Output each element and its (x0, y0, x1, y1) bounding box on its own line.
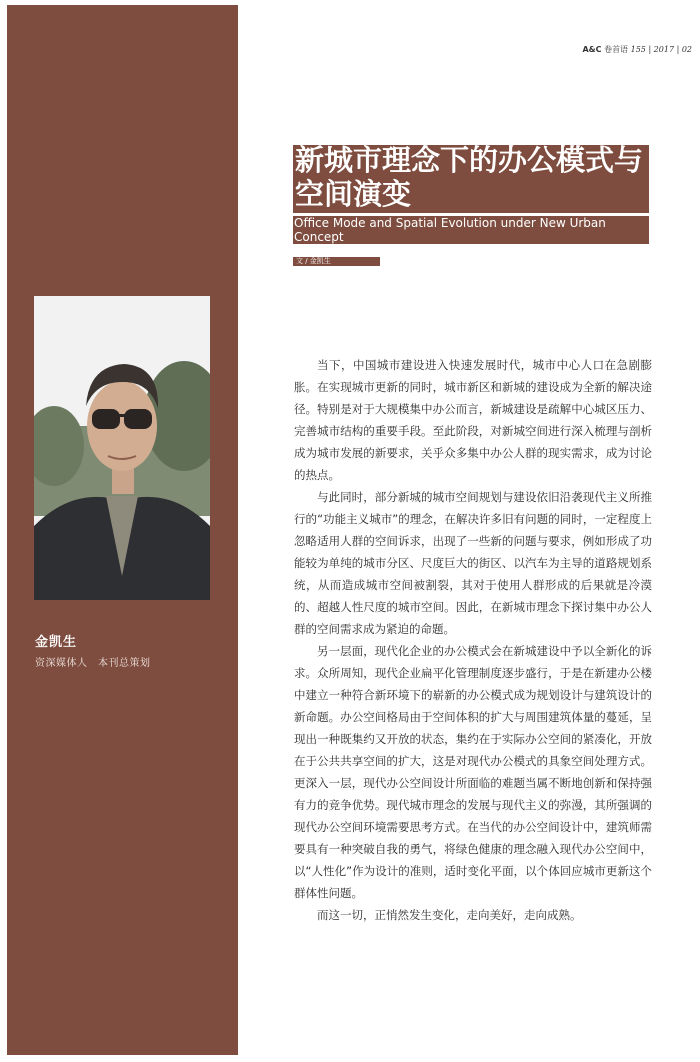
article-body (294, 354, 652, 926)
byline: 文 / 金凯生 (296, 257, 331, 265)
article-title: 新城市理念下的办公模式与空间演变 (295, 143, 644, 211)
paragraph: 与此同时，部分新城的城市空间规划与建设依旧沿袭现代主义所推行的“功能主义城市”的理念，在解决许多旧有问题的同时，一定程度上忽略适用人群的空间诉求，出现了一些新的问题与要求，例如形成了功能较为单纯的城市分区、尺度巨大的街区、以汽车为主导的道路规划系统，从而造成城市空间被割裂，其对于使用人群形成的后果就是冷漠的、超越人性尺度的城市空间。因此，在新城市理念下探讨集中办公人群的空间需求成为紧迫的命题。 (294, 490, 652, 636)
running-header (582, 44, 692, 55)
author-role: 资深媒体人 本刊总策划 (35, 658, 151, 669)
paragraph: 而这一切，正悄然发生变化，走向美好，走向成熟。 (317, 908, 582, 922)
author-name: 金凯生 (35, 635, 78, 650)
author-photo (34, 296, 210, 600)
journal-brand: A&C (582, 45, 602, 54)
issue-number: 155 | 2017 | 02 (630, 45, 692, 54)
article-subtitle: Office Mode and Spatial Evolution under New Urban Concept (294, 216, 606, 244)
section-name: 卷首语 (604, 45, 629, 54)
paragraph: 另一层面，现代化企业的办公模式会在新城建设中予以全新化的诉求。众所周知，现代企业扁平化管理制度逐步盛行，于是在新建办公楼中建立一种符合新环境下的崭新的办公模式成为规划设计与建筑设计的新命题。办公空间格局由于空间体积的扩大与周围建筑体量的蔓延，呈现出一种既集约又开放的状态，集约在于实际办公空间的紧凑化，开放在于公共共享空间的扩大，这是对现代办公模式的具象空间处理方式。更深入一层，现代办公空间设计所面临的难题当属不断地创新和保持强有力的竞争优势。现代城市理念的发展与现代主义的弥漫，其所强调的现代办公空间环境需要思考方式。在当代的办公空间设计中，建筑师需要具有一种突破自我的勇气，将绿色健康的理念融入现代办公空间中，以“人性化”作为设计的准则，适时变化平面，以个体回应城市更新这个群体性问题。 (294, 644, 652, 900)
paragraph: 当下，中国城市建设进入快速发展时代，城市中心人口在急剧膨胀。在实现城市更新的同时，城市新区和新城的建设成为全新的解决途径。特别是对于大规模集中办公而言，新城建设是疏解中心城区压力、完善城市结构的重要手段。至此阶段，对新城空间进行深入梳理与剖析成为城市发展的新要求，关乎众多集中办公人群的现实需求，成为讨论的热点。 (294, 358, 652, 482)
